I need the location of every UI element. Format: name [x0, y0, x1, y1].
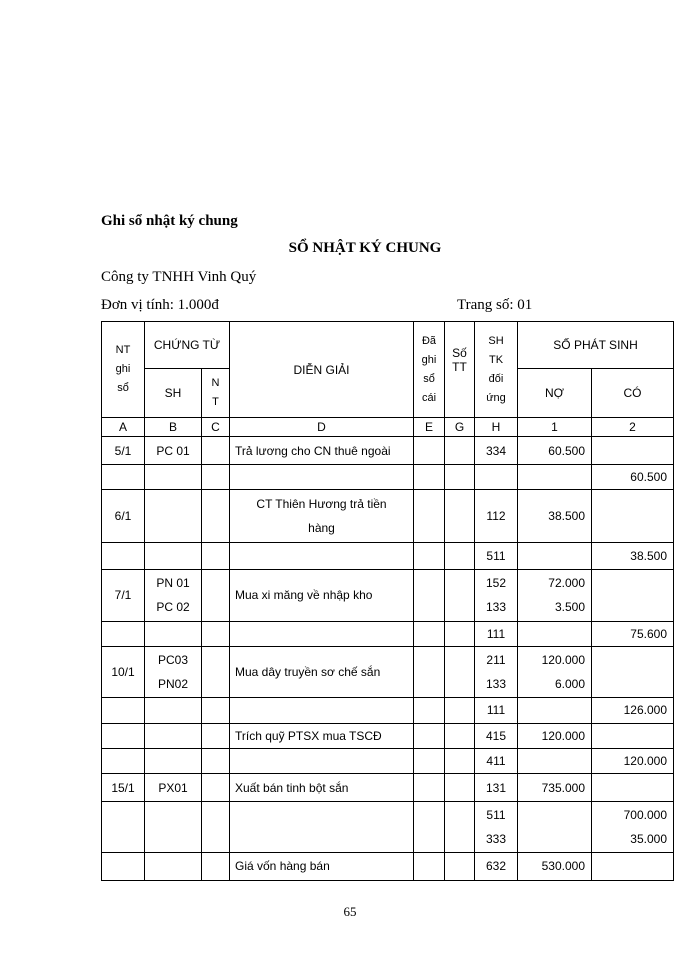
cell-debit: [518, 698, 592, 723]
cell-credit-line: 35.000: [630, 831, 667, 846]
header-so-tt: Số TT: [445, 322, 475, 418]
cell-sh: [145, 490, 202, 542]
cell-credit: [592, 698, 674, 723]
cell-description: [230, 542, 414, 569]
cell-account-line: 334: [485, 443, 507, 458]
cell-credit: [592, 437, 674, 465]
table-row: [102, 723, 674, 748]
cell-debit-line: 6.000: [554, 677, 585, 692]
cell-ledger: [414, 437, 445, 465]
page-number: 65: [343, 904, 357, 919]
cell-account-line: 511: [486, 807, 506, 822]
cell-credit-line: 38.500: [630, 549, 667, 564]
cell-account-line: 133: [485, 600, 507, 615]
header-co: CÓ: [592, 369, 674, 418]
cell-so-tt: [445, 570, 475, 621]
cell-debit-line: 530.000: [541, 859, 585, 874]
header-sh: SH: [145, 369, 202, 418]
table-row: [102, 646, 674, 697]
cell-sh: [145, 698, 202, 723]
cell-ledger: [414, 465, 445, 490]
cell-account: [475, 490, 518, 542]
column-letter: D: [230, 418, 414, 437]
cell-nt: [202, 748, 230, 773]
cell-nt: [202, 437, 230, 465]
table-row: [102, 773, 674, 801]
table-row: [102, 542, 674, 569]
header-da-ghi-so-cai: Đã ghi sổ cái: [414, 322, 445, 418]
cell-ledger: [414, 570, 445, 621]
cell-sh: [145, 542, 202, 569]
cell-sh: [145, 852, 202, 880]
cell-description: [230, 465, 414, 490]
column-letter: 2: [592, 418, 674, 437]
cell-date: 5/1: [102, 437, 145, 465]
cell-sh: [145, 646, 202, 697]
column-letter: A: [102, 418, 145, 437]
cell-so-tt: [445, 748, 475, 773]
cell-debit: [518, 621, 592, 646]
page-label: Trang số: 01: [457, 297, 533, 313]
cell-account-line: 152: [485, 576, 507, 591]
cell-account: [475, 802, 518, 852]
cell-debit: [518, 490, 592, 542]
cell-date: 10/1: [102, 646, 145, 697]
column-letter: H: [475, 418, 518, 437]
cell-date: [102, 748, 145, 773]
table-row: [102, 698, 674, 723]
cell-sh: [145, 570, 202, 621]
cell-nt: [202, 490, 230, 542]
cell-ledger: [414, 542, 445, 569]
cell-so-tt: [445, 621, 475, 646]
cell-debit-line: 72.000: [548, 576, 585, 591]
cell-debit: [518, 852, 592, 880]
header-nt-ghi-so: NT ghi sổ: [102, 322, 145, 418]
cell-nt: [202, 621, 230, 646]
table-row: [102, 465, 674, 490]
cell-sh-line: PN02: [157, 677, 189, 692]
cell-date: [102, 542, 145, 569]
cell-so-tt: [445, 490, 475, 542]
cell-ledger: [414, 748, 445, 773]
cell-credit: [592, 748, 674, 773]
cell-account-line: 411: [486, 753, 506, 768]
column-letter: C: [202, 418, 230, 437]
cell-credit: [592, 490, 674, 542]
cell-date: [102, 465, 145, 490]
header-nt: N T: [202, 369, 230, 418]
cell-ledger: [414, 621, 445, 646]
cell-ledger: [414, 490, 445, 542]
cell-description: Giá vốn hàng bán: [230, 852, 414, 880]
journal-table: [101, 321, 674, 881]
column-letter: E: [414, 418, 445, 437]
page-title: SỔ NHẬT KÝ CHUNG: [288, 240, 442, 256]
cell-nt: [202, 465, 230, 490]
table-row: [102, 570, 674, 621]
cell-debit: [518, 773, 592, 801]
cell-sh: [145, 802, 202, 852]
cell-so-tt: [445, 437, 475, 465]
cell-date: [102, 621, 145, 646]
cell-description: CT Thiên Hương trả tiền hàng: [230, 490, 414, 542]
cell-credit-line: 700.000: [623, 807, 667, 822]
cell-ledger: [414, 802, 445, 852]
cell-account: [475, 723, 518, 748]
cell-credit-line: 60.500: [630, 470, 667, 485]
cell-credit: [592, 802, 674, 852]
cell-sh-line: PX01: [158, 780, 188, 795]
cell-account: [475, 621, 518, 646]
cell-sh-line: PC 01: [156, 443, 190, 458]
cell-credit: [592, 542, 674, 569]
cell-so-tt: [445, 542, 475, 569]
cell-so-tt: [445, 723, 475, 748]
cell-description: Mua dây truyền sơ chế sắn: [230, 646, 414, 697]
cell-debit: [518, 542, 592, 569]
cell-sh: [145, 723, 202, 748]
cell-ledger: [414, 723, 445, 748]
cell-description: [230, 621, 414, 646]
unit-label: Đơn vị tính: 1.000đ: [101, 297, 219, 313]
cell-debit-line: 3.500: [554, 600, 585, 615]
cell-account-line: 211: [486, 653, 506, 668]
cell-debit-line: 60.500: [548, 443, 585, 458]
cell-sh: [145, 748, 202, 773]
cell-account-line: 415: [485, 728, 507, 743]
cell-debit-line: 735.000: [541, 780, 585, 795]
cell-credit: [592, 465, 674, 490]
cell-account-line: 131: [485, 780, 507, 795]
cell-sh-line: PC 02: [156, 600, 190, 615]
cell-account-line: 112: [486, 509, 506, 524]
cell-account-line: 133: [485, 677, 507, 692]
cell-debit: [518, 437, 592, 465]
cell-date: 7/1: [102, 570, 145, 621]
cell-credit-line: 126.000: [623, 703, 667, 718]
cell-nt: [202, 773, 230, 801]
cell-debit-line: 120.000: [541, 728, 585, 743]
cell-account: [475, 646, 518, 697]
cell-credit: [592, 852, 674, 880]
cell-date: 15/1: [102, 773, 145, 801]
cell-description: [230, 698, 414, 723]
cell-credit: [592, 570, 674, 621]
cell-so-tt: [445, 465, 475, 490]
cell-debit: [518, 723, 592, 748]
column-letter: 1: [518, 418, 592, 437]
cell-debit: [518, 748, 592, 773]
cell-ledger: [414, 773, 445, 801]
header-sh-tk-doi-ung: SH TK đối ứng: [475, 322, 518, 418]
cell-nt: [202, 698, 230, 723]
cell-debit: [518, 465, 592, 490]
cell-sh: [145, 437, 202, 465]
column-letter: G: [445, 418, 475, 437]
cell-so-tt: [445, 802, 475, 852]
header-chung-tu: CHỨNG TỪ: [145, 322, 230, 369]
cell-description: Mua xi măng về nhập kho: [230, 570, 414, 621]
cell-nt: [202, 542, 230, 569]
cell-credit-line: 120.000: [623, 753, 667, 768]
cell-date: [102, 802, 145, 852]
cell-debit: [518, 646, 592, 697]
cell-ledger: [414, 852, 445, 880]
section-title: Ghi sổ nhật ký chung: [101, 213, 238, 229]
column-letter: B: [145, 418, 202, 437]
header-dien-giai: DIỄN GIẢI: [230, 322, 414, 418]
cell-nt: [202, 646, 230, 697]
cell-ledger: [414, 646, 445, 697]
cell-account: [475, 465, 518, 490]
cell-credit: [592, 621, 674, 646]
cell-account: [475, 437, 518, 465]
cell-credit: [592, 723, 674, 748]
cell-account: [475, 542, 518, 569]
cell-debit: [518, 802, 592, 852]
cell-account-line: 511: [486, 549, 506, 564]
cell-account-line: 632: [485, 859, 507, 874]
cell-description: Trả lương cho CN thuê ngoài: [230, 437, 414, 465]
table-row: [102, 490, 674, 542]
cell-credit: [592, 646, 674, 697]
cell-account: [475, 570, 518, 621]
cell-date: [102, 723, 145, 748]
header-so-phat-sinh: SỐ PHÁT SINH: [518, 322, 674, 369]
cell-date: 6/1: [102, 490, 145, 542]
cell-account: [475, 852, 518, 880]
cell-account: [475, 773, 518, 801]
cell-account-line: 111: [486, 703, 506, 718]
cell-so-tt: [445, 646, 475, 697]
cell-description: Xuất bán tinh bột sắn: [230, 773, 414, 801]
cell-sh: [145, 465, 202, 490]
cell-debit: [518, 570, 592, 621]
cell-debit-line: 38.500: [548, 509, 585, 524]
cell-debit-line: 120.000: [541, 653, 585, 668]
cell-ledger: [414, 698, 445, 723]
cell-so-tt: [445, 773, 475, 801]
cell-account: [475, 748, 518, 773]
cell-credit-line: 75.600: [630, 626, 667, 641]
cell-nt: [202, 723, 230, 748]
cell-account: [475, 698, 518, 723]
cell-sh: [145, 621, 202, 646]
cell-nt: [202, 802, 230, 852]
table-row: [102, 437, 674, 465]
cell-date: [102, 698, 145, 723]
table-row: [102, 802, 674, 852]
cell-description: [230, 802, 414, 852]
header-no: NỢ: [518, 369, 592, 418]
cell-nt: [202, 570, 230, 621]
cell-sh: [145, 773, 202, 801]
cell-date: [102, 852, 145, 880]
cell-sh-line: PN 01: [156, 576, 190, 591]
cell-so-tt: [445, 698, 475, 723]
cell-account-line: 333: [485, 831, 507, 846]
table-row: [102, 748, 674, 773]
cell-nt: [202, 852, 230, 880]
cell-sh-line: PC03: [157, 653, 189, 668]
table-row: [102, 852, 674, 880]
table-row: [102, 621, 674, 646]
cell-credit: [592, 773, 674, 801]
company-name: Công ty TNHH Vinh Quý: [101, 269, 257, 285]
cell-account-line: 111: [486, 626, 506, 641]
cell-description: Trích quỹ PTSX mua TSCĐ: [230, 723, 414, 748]
cell-so-tt: [445, 852, 475, 880]
cell-description: [230, 748, 414, 773]
